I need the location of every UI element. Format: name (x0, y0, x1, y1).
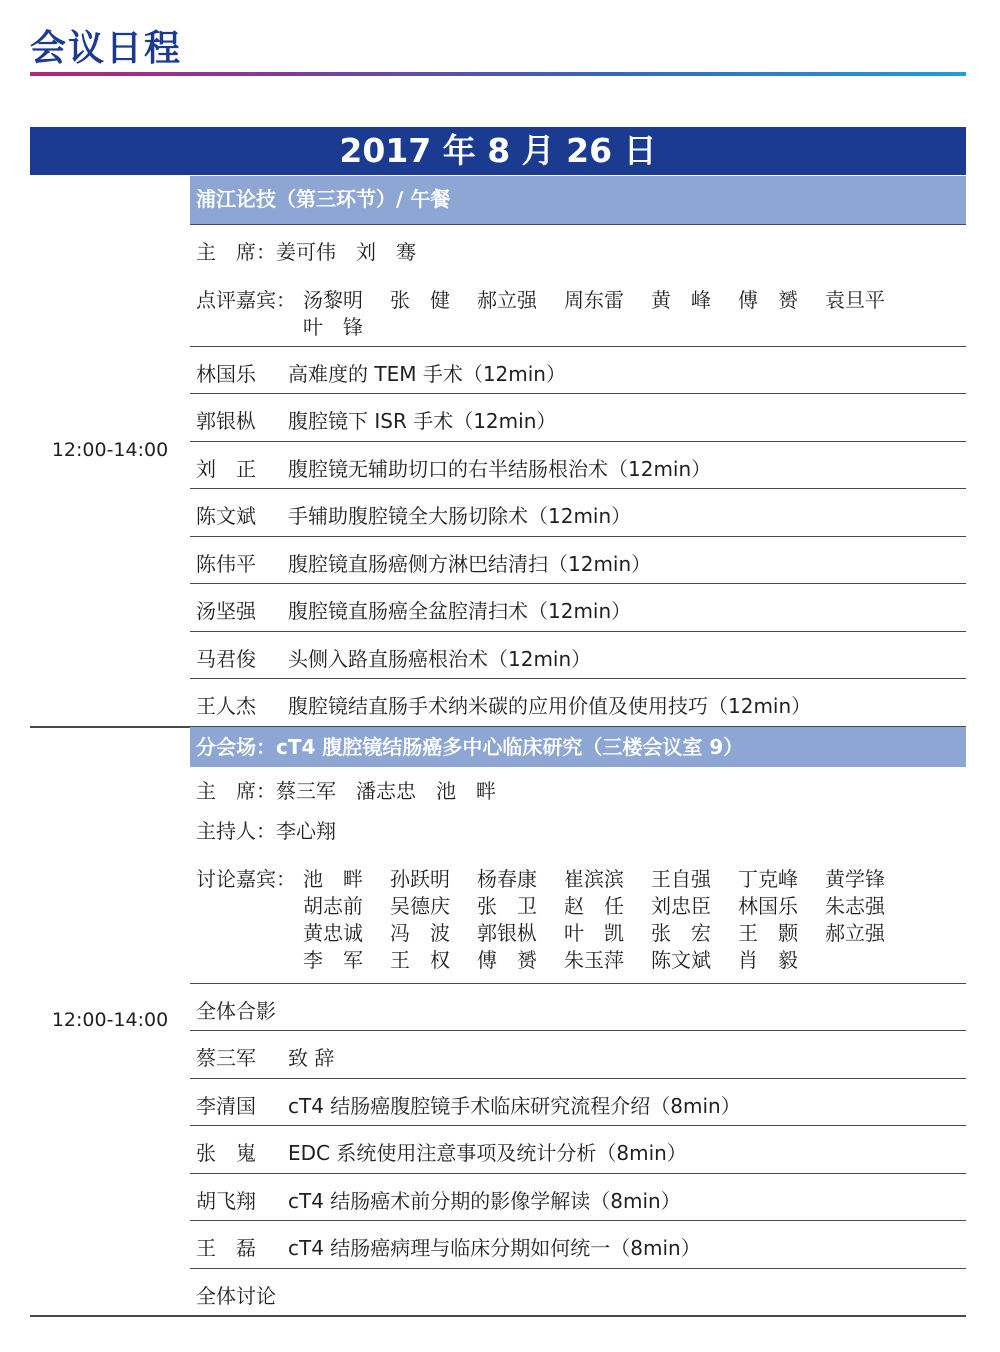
discussant-name: 崔滨滨 (564, 867, 624, 891)
discussant-name: 王自强 (651, 867, 711, 891)
reviewer-name: 袁旦平 (825, 288, 885, 312)
discussant-name: 黄忠诚 (303, 921, 363, 945)
topic: cT4 结肠癌术前分期的影像学解读（8min） (288, 1189, 681, 1213)
discussant-name: 朱志强 (825, 894, 885, 918)
speaker: 林国乐 (196, 362, 256, 386)
session1-chair (196, 236, 416, 265)
talk-row (196, 643, 591, 672)
discussant-name: 张 宏 (651, 921, 711, 945)
title-gradient-rule (30, 72, 966, 76)
discussant-name: 吴德庆 (390, 894, 450, 918)
discussant-name: 陈文斌 (651, 948, 711, 972)
speaker: 马君俊 (196, 647, 256, 671)
talk-row (196, 548, 651, 577)
divider (190, 983, 966, 984)
discussant-name: 张 卫 (477, 894, 537, 918)
divider (190, 1030, 966, 1031)
discussant-name: 赵 任 (564, 894, 624, 918)
topic: cT4 结肠癌腹腔镜手术临床研究流程介绍（8min） (288, 1094, 741, 1118)
topic: 腹腔镜直肠癌全盆腔清扫术（12min） (288, 599, 632, 623)
discussant-name: 肖 毅 (738, 948, 798, 972)
divider (190, 678, 966, 679)
talk-row (196, 1185, 681, 1214)
divider (190, 583, 966, 584)
section-divider (30, 1315, 966, 1317)
discussant-name: 丁克峰 (738, 867, 798, 891)
talk-row (196, 358, 566, 387)
chair-label: 主 席： (196, 779, 276, 803)
speaker: 郭银枞 (196, 409, 256, 433)
topic: 高难度的 TEM 手术（12min） (288, 362, 566, 386)
discussants-line (303, 944, 825, 973)
discussant-name: 孙跃明 (390, 867, 450, 891)
session1-reviewers-label: 点评嘉宾： (196, 288, 296, 312)
reviewer-name: 黄 峰 (651, 288, 711, 312)
closing-row (196, 1280, 276, 1309)
reviewer-name: 张 健 (390, 288, 450, 312)
session1-reviewers-line1 (303, 284, 912, 313)
topic: cT4 结肠癌病理与临床分期如何统一（8min） (288, 1236, 701, 1260)
discussant-name: 池 畔 (303, 867, 363, 891)
discussant-name: 傅 赟 (477, 948, 537, 972)
session2-chair (196, 775, 496, 804)
chair-label: 主 席： (196, 240, 276, 264)
reviewer-name: 傅 赟 (738, 288, 798, 312)
speaker: 蔡三军 (196, 1046, 256, 1070)
discussant-name: 叶 凯 (564, 921, 624, 945)
divider (190, 393, 966, 394)
topic: 腹腔镜无辅助切口的右半结肠根治术（12min） (288, 457, 712, 481)
session1-reviewers-line2 (303, 311, 390, 340)
session2-discussants-label: 讨论嘉宾： (196, 867, 296, 891)
session2-host (196, 815, 336, 844)
talk-row (196, 1137, 687, 1166)
page-title: 会议日程 (30, 28, 183, 69)
talk-row (196, 1042, 334, 1071)
discussant-name: 朱玉萍 (564, 948, 624, 972)
talk-row (196, 1090, 741, 1119)
divider (190, 224, 966, 225)
discussants-line (303, 863, 912, 892)
discussant-name: 郝立强 (825, 921, 885, 945)
topic: 腹腔镜结直肠手术纳米碳的应用价值及使用技巧（12min） (288, 694, 812, 718)
speaker: 刘 正 (196, 457, 256, 481)
speaker: 王 磊 (196, 1236, 256, 1260)
date-banner: 2017 年 8 月 26 日 (30, 127, 966, 175)
session2-title: 分会场：cT4 腹腔镜结肠癌多中心临床研究（三楼会议室 9） (190, 727, 966, 767)
session1-title: 浦江论技（第三环节）/ 午餐 (190, 176, 966, 224)
discussant-name: 刘忠臣 (651, 894, 711, 918)
chair-names: 蔡三军 潘志忠 池 畔 (276, 779, 496, 803)
reviewer-name: 周东雷 (564, 288, 624, 312)
speaker: 胡飞翔 (196, 1189, 256, 1213)
talk-row (196, 453, 711, 482)
speaker: 李清国 (196, 1094, 256, 1118)
divider (190, 1268, 966, 1269)
closing-label: 全体讨论 (196, 1284, 276, 1308)
talk-row (196, 1232, 701, 1261)
topic: 手辅助腹腔镜全大肠切除术（12min） (288, 504, 632, 528)
discussant-name: 杨春康 (477, 867, 537, 891)
divider (190, 1078, 966, 1079)
divider (190, 1173, 966, 1174)
discussants-line (303, 917, 912, 946)
talk-row (196, 595, 631, 624)
session1-time: 12:00-14:00 (51, 439, 169, 461)
divider (190, 536, 966, 537)
divider (190, 1220, 966, 1221)
topic: 腹腔镜直肠癌侧方淋巴结清扫（12min） (288, 552, 652, 576)
talk-row (196, 405, 556, 434)
speaker: 陈伟平 (196, 552, 256, 576)
host-name: 李心翔 (276, 819, 336, 843)
reviewer-name: 叶 锋 (303, 315, 363, 339)
discussant-name: 王 颢 (738, 921, 798, 945)
speaker: 陈文斌 (196, 504, 256, 528)
discussant-name: 郭银枞 (477, 921, 537, 945)
talk-row (196, 500, 631, 529)
topic: 致 辞 (288, 1046, 335, 1070)
divider (190, 488, 966, 489)
divider (190, 441, 966, 442)
discussant-name: 黄学锋 (825, 867, 885, 891)
chair-names: 姜可伟 刘 骞 (276, 240, 416, 264)
topic: 腹腔镜下 ISR 手术（12min） (288, 409, 557, 433)
divider (190, 1125, 966, 1126)
speaker: 汤坚强 (196, 599, 256, 623)
discussant-name: 冯 波 (390, 921, 450, 945)
photo-label: 全体合影 (196, 999, 276, 1023)
topic: EDC 系统使用注意事项及统计分析（8min） (288, 1141, 687, 1165)
session2-time: 12:00-14:00 (51, 1009, 169, 1031)
discussants-line (303, 890, 912, 919)
discussant-name: 胡志前 (303, 894, 363, 918)
reviewer-name: 郝立强 (477, 288, 537, 312)
speaker: 张 嵬 (196, 1141, 256, 1165)
speaker: 王人杰 (196, 694, 256, 718)
topic: 头侧入路直肠癌根治术（12min） (288, 647, 592, 671)
divider (190, 346, 966, 347)
reviewer-name: 汤黎明 (303, 288, 363, 312)
divider (190, 631, 966, 632)
host-label: 主持人： (196, 819, 276, 843)
discussant-name: 李 军 (303, 948, 363, 972)
discussant-name: 王 权 (390, 948, 450, 972)
photo-row (196, 995, 276, 1024)
discussant-name: 林国乐 (738, 894, 798, 918)
talk-row (196, 690, 811, 719)
